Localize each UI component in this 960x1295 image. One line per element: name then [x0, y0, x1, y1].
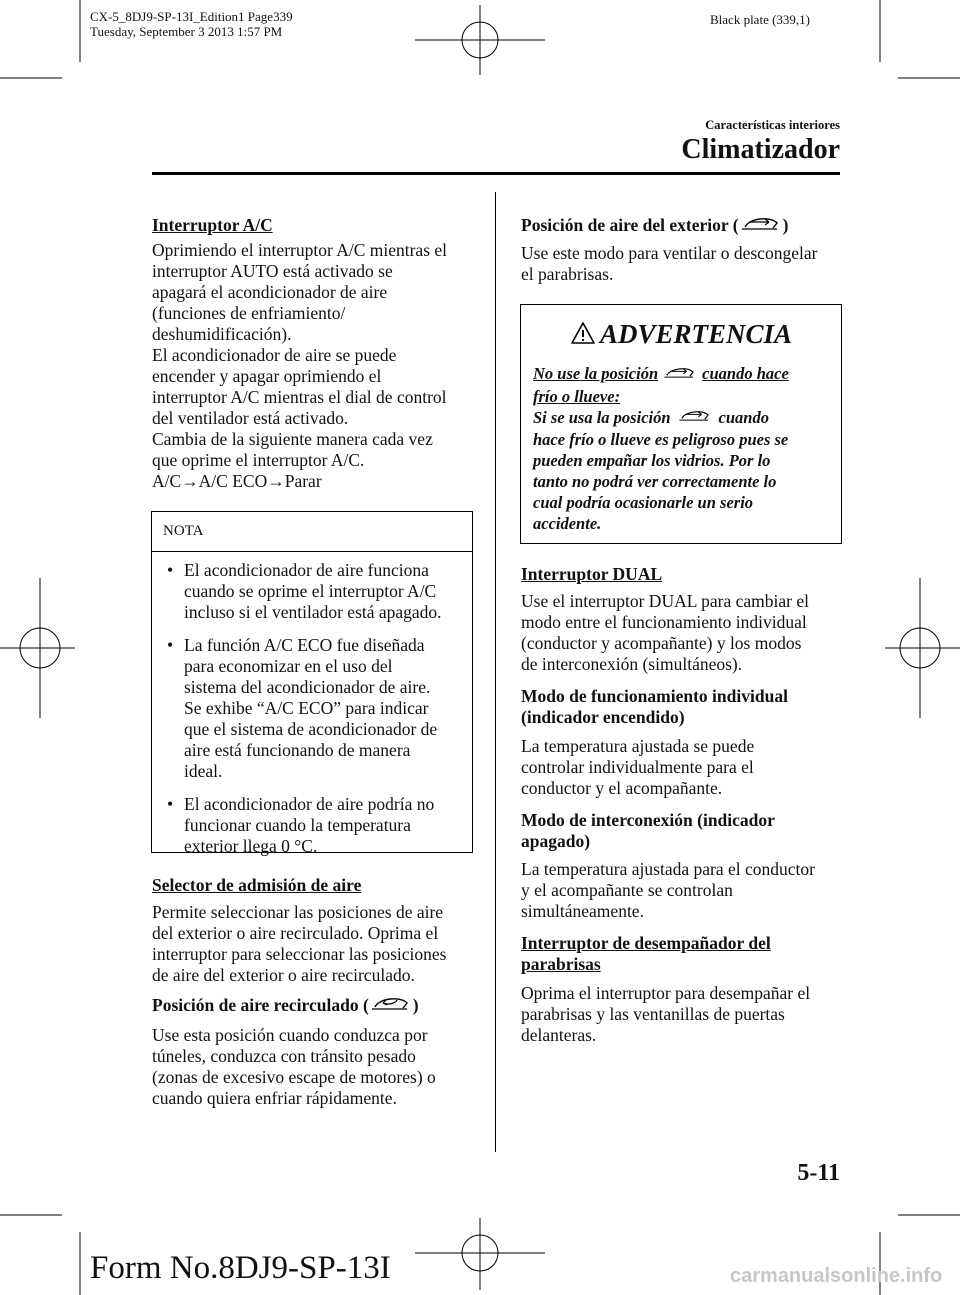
- text-line: interruptor para seleccionar las posiciones: [152, 944, 447, 964]
- warning-line: frío o llueve:: [533, 386, 621, 406]
- text-line: (conductor y acompañante) y los modos: [521, 633, 802, 653]
- section-title: Climatizador: [681, 134, 840, 165]
- warning-line: accidente.: [533, 514, 602, 534]
- text-line: cuando se oprime el interruptor A/C: [184, 581, 437, 601]
- print-header-line1: CX-5_8DJ9-SP-13I_Edition1 Page339: [90, 9, 293, 24]
- text-line: sistema del acondicionador de aire.: [184, 677, 431, 697]
- text-line: que oprime el interruptor A/C.: [152, 450, 365, 470]
- text-line: encender y apagar oprimiendo el: [152, 366, 382, 386]
- text-line: (zonas de excesivo escape de motores) o: [152, 1067, 436, 1087]
- text-line: modo entre el funcionamiento individual: [521, 612, 807, 632]
- warning-line: hace frío o llueve es peligroso pues se: [533, 430, 789, 450]
- text-line: apagará el acondicionador de aire: [152, 282, 388, 302]
- warning-title: [521, 319, 841, 359]
- note-title: NOTA: [152, 512, 472, 552]
- note-item: [164, 635, 460, 782]
- interconnect-mode-text: [521, 859, 815, 922]
- text-line: cuando quiera enfriar rápidamente.: [152, 1088, 397, 1108]
- text-line: incluso si el ventilador está apagado.: [184, 602, 442, 622]
- warning-text: No use la posición: [533, 364, 659, 383]
- defroster-heading: [521, 933, 771, 975]
- text-line: que el sistema de acondicionador de: [184, 719, 438, 739]
- outside-air-icon: [662, 365, 698, 386]
- note-item: [164, 794, 460, 857]
- text-line: La temperatura ajustada para el conductor: [521, 859, 815, 879]
- ac-switch-heading: Interruptor A/C: [152, 215, 273, 235]
- text-line: para economizar en el uso del: [184, 656, 393, 676]
- text-line: Se exhibe “A/C ECO” para indicar: [184, 698, 429, 718]
- warning-body: [521, 359, 841, 534]
- dual-switch-heading: Interruptor DUAL: [521, 564, 663, 584]
- text-line: simultáneamente.: [521, 901, 644, 921]
- text-line: Use esta posición cuando conduzca por: [152, 1025, 428, 1045]
- text-line: Oprimiendo el interruptor A/C mientras el: [152, 240, 448, 260]
- text-line: y el acompañante se controlan: [521, 880, 733, 900]
- individual-mode-text: [521, 736, 754, 799]
- text-line: deshumidificación).: [152, 324, 292, 344]
- interconnect-mode-heading: [521, 810, 775, 852]
- note-list: [152, 552, 472, 857]
- text-line: del ventilador está activado.: [152, 408, 349, 428]
- header-rule: [152, 172, 840, 175]
- warning-title-text: ADVERTENCIA: [599, 319, 793, 349]
- outside-air-heading: [521, 215, 788, 238]
- dual-switch-text: [521, 591, 809, 675]
- text-line: parabrisas y las ventanillas de puertas: [521, 1004, 785, 1024]
- text-line: Use este modo para ventilar o descongelar: [521, 243, 818, 263]
- outside-air-icon: [739, 215, 783, 238]
- page-number: 5-11: [797, 1160, 840, 1186]
- text-line: El acondicionador de aire podría no: [184, 794, 435, 814]
- text-line: del exterior o aire recirculado. Oprima el: [152, 923, 439, 943]
- recirculated-heading-close: ): [412, 995, 419, 1015]
- watermark[interactable]: carmanualsonline.info: [730, 1265, 943, 1287]
- warning-triangle-icon: [570, 321, 596, 352]
- warning-line: [533, 363, 829, 386]
- text-line: Permite seleccionar las posiciones de aire: [152, 902, 444, 922]
- text-line: El acondicionador de aire funciona: [184, 560, 429, 580]
- warning-text: Si se usa la posición: [533, 407, 671, 427]
- text-line: funcionar cuando la temperatura: [184, 815, 411, 835]
- text-line: El acondicionador de aire se puede: [152, 345, 397, 365]
- text-line: exterior llega 0 °C.: [184, 836, 318, 856]
- warning-line: [533, 407, 829, 430]
- recirculated-heading-text: Posición de aire recirculado (: [152, 995, 369, 1015]
- note-box: [151, 511, 473, 856]
- text-line: Use el interruptor DUAL para cambiar el: [521, 591, 809, 611]
- text-line: Interruptor de desempañador del: [521, 933, 771, 953]
- outside-air-icon: [677, 408, 713, 429]
- text-line: controlar individualmente para el: [521, 757, 754, 777]
- text-line: de interconexión (simultáneos).: [521, 654, 743, 674]
- ac-switch-text: [152, 240, 447, 492]
- text-line: Oprima el interruptor para desempañar el: [521, 983, 811, 1003]
- text-line: Modo de funcionamiento individual: [521, 686, 788, 706]
- text-line: La función A/C ECO fue diseñada: [184, 635, 425, 655]
- text-line: Cambia de la siguiente manera cada vez: [152, 429, 433, 449]
- recirculated-text: [152, 1025, 436, 1109]
- column-divider: [495, 192, 496, 1152]
- text-line: delanteras.: [521, 1025, 597, 1045]
- form-number: Form No.8DJ9-SP-13I: [90, 1250, 391, 1286]
- intake-selector-text: [152, 902, 446, 986]
- text-line: apagado): [521, 831, 591, 851]
- text-line: conductor y el acompañante.: [521, 778, 723, 798]
- bullet-icon: •: [167, 560, 174, 580]
- text-line: (indicador encendido): [521, 707, 685, 727]
- intake-selector-heading: Selector de admisión de aire: [152, 875, 362, 895]
- text-line: interruptor AUTO está activado se: [152, 261, 393, 281]
- warning-line: pueden empañar los vidrios. Por lo: [533, 451, 771, 471]
- warning-line: cual podría ocasionarle un serio: [533, 493, 754, 513]
- text-line: de aire del exterior o aire recirculado.: [152, 965, 415, 985]
- text-line: Modo de interconexión (indicador: [521, 810, 775, 830]
- text-line: túneles, conduzca con tránsito pesado: [152, 1046, 416, 1066]
- text-line: ideal.: [184, 761, 223, 781]
- section-category: Características interiores: [705, 118, 840, 132]
- individual-mode-heading: [521, 686, 788, 728]
- text-line: interruptor A/C mientras el dial de control: [152, 387, 447, 407]
- bullet-icon: •: [167, 635, 174, 655]
- bullet-icon: •: [167, 794, 174, 814]
- warning-text: cuando: [718, 407, 769, 427]
- recirculated-heading: [152, 995, 419, 1018]
- warning-line: tanto no podrá ver correctamente lo: [533, 472, 777, 492]
- recirculated-air-icon: [369, 995, 413, 1018]
- outside-air-heading-text: Posición de aire del exterior (: [521, 215, 739, 235]
- outside-air-heading-close: ): [782, 215, 789, 235]
- print-header: [90, 9, 293, 39]
- text-line: La temperatura ajustada se puede: [521, 736, 755, 756]
- text-line: parabrisas: [521, 954, 601, 974]
- warning-text: cuando hace: [702, 364, 789, 383]
- defroster-text: [521, 983, 810, 1046]
- plate-label: Black plate (339,1): [710, 12, 810, 27]
- text-line: A/C→A/C ECO→Parar: [152, 471, 322, 491]
- text-line: el parabrisas.: [521, 264, 614, 284]
- warning-box: [520, 304, 842, 544]
- text-line: (funciones de enfriamiento/: [152, 303, 346, 323]
- outside-air-text: [521, 243, 817, 285]
- note-item: [164, 560, 460, 623]
- text-line: aire está funcionando de manera: [184, 740, 411, 760]
- print-header-line2: Tuesday, September 3 2013 1:57 PM: [90, 24, 283, 39]
